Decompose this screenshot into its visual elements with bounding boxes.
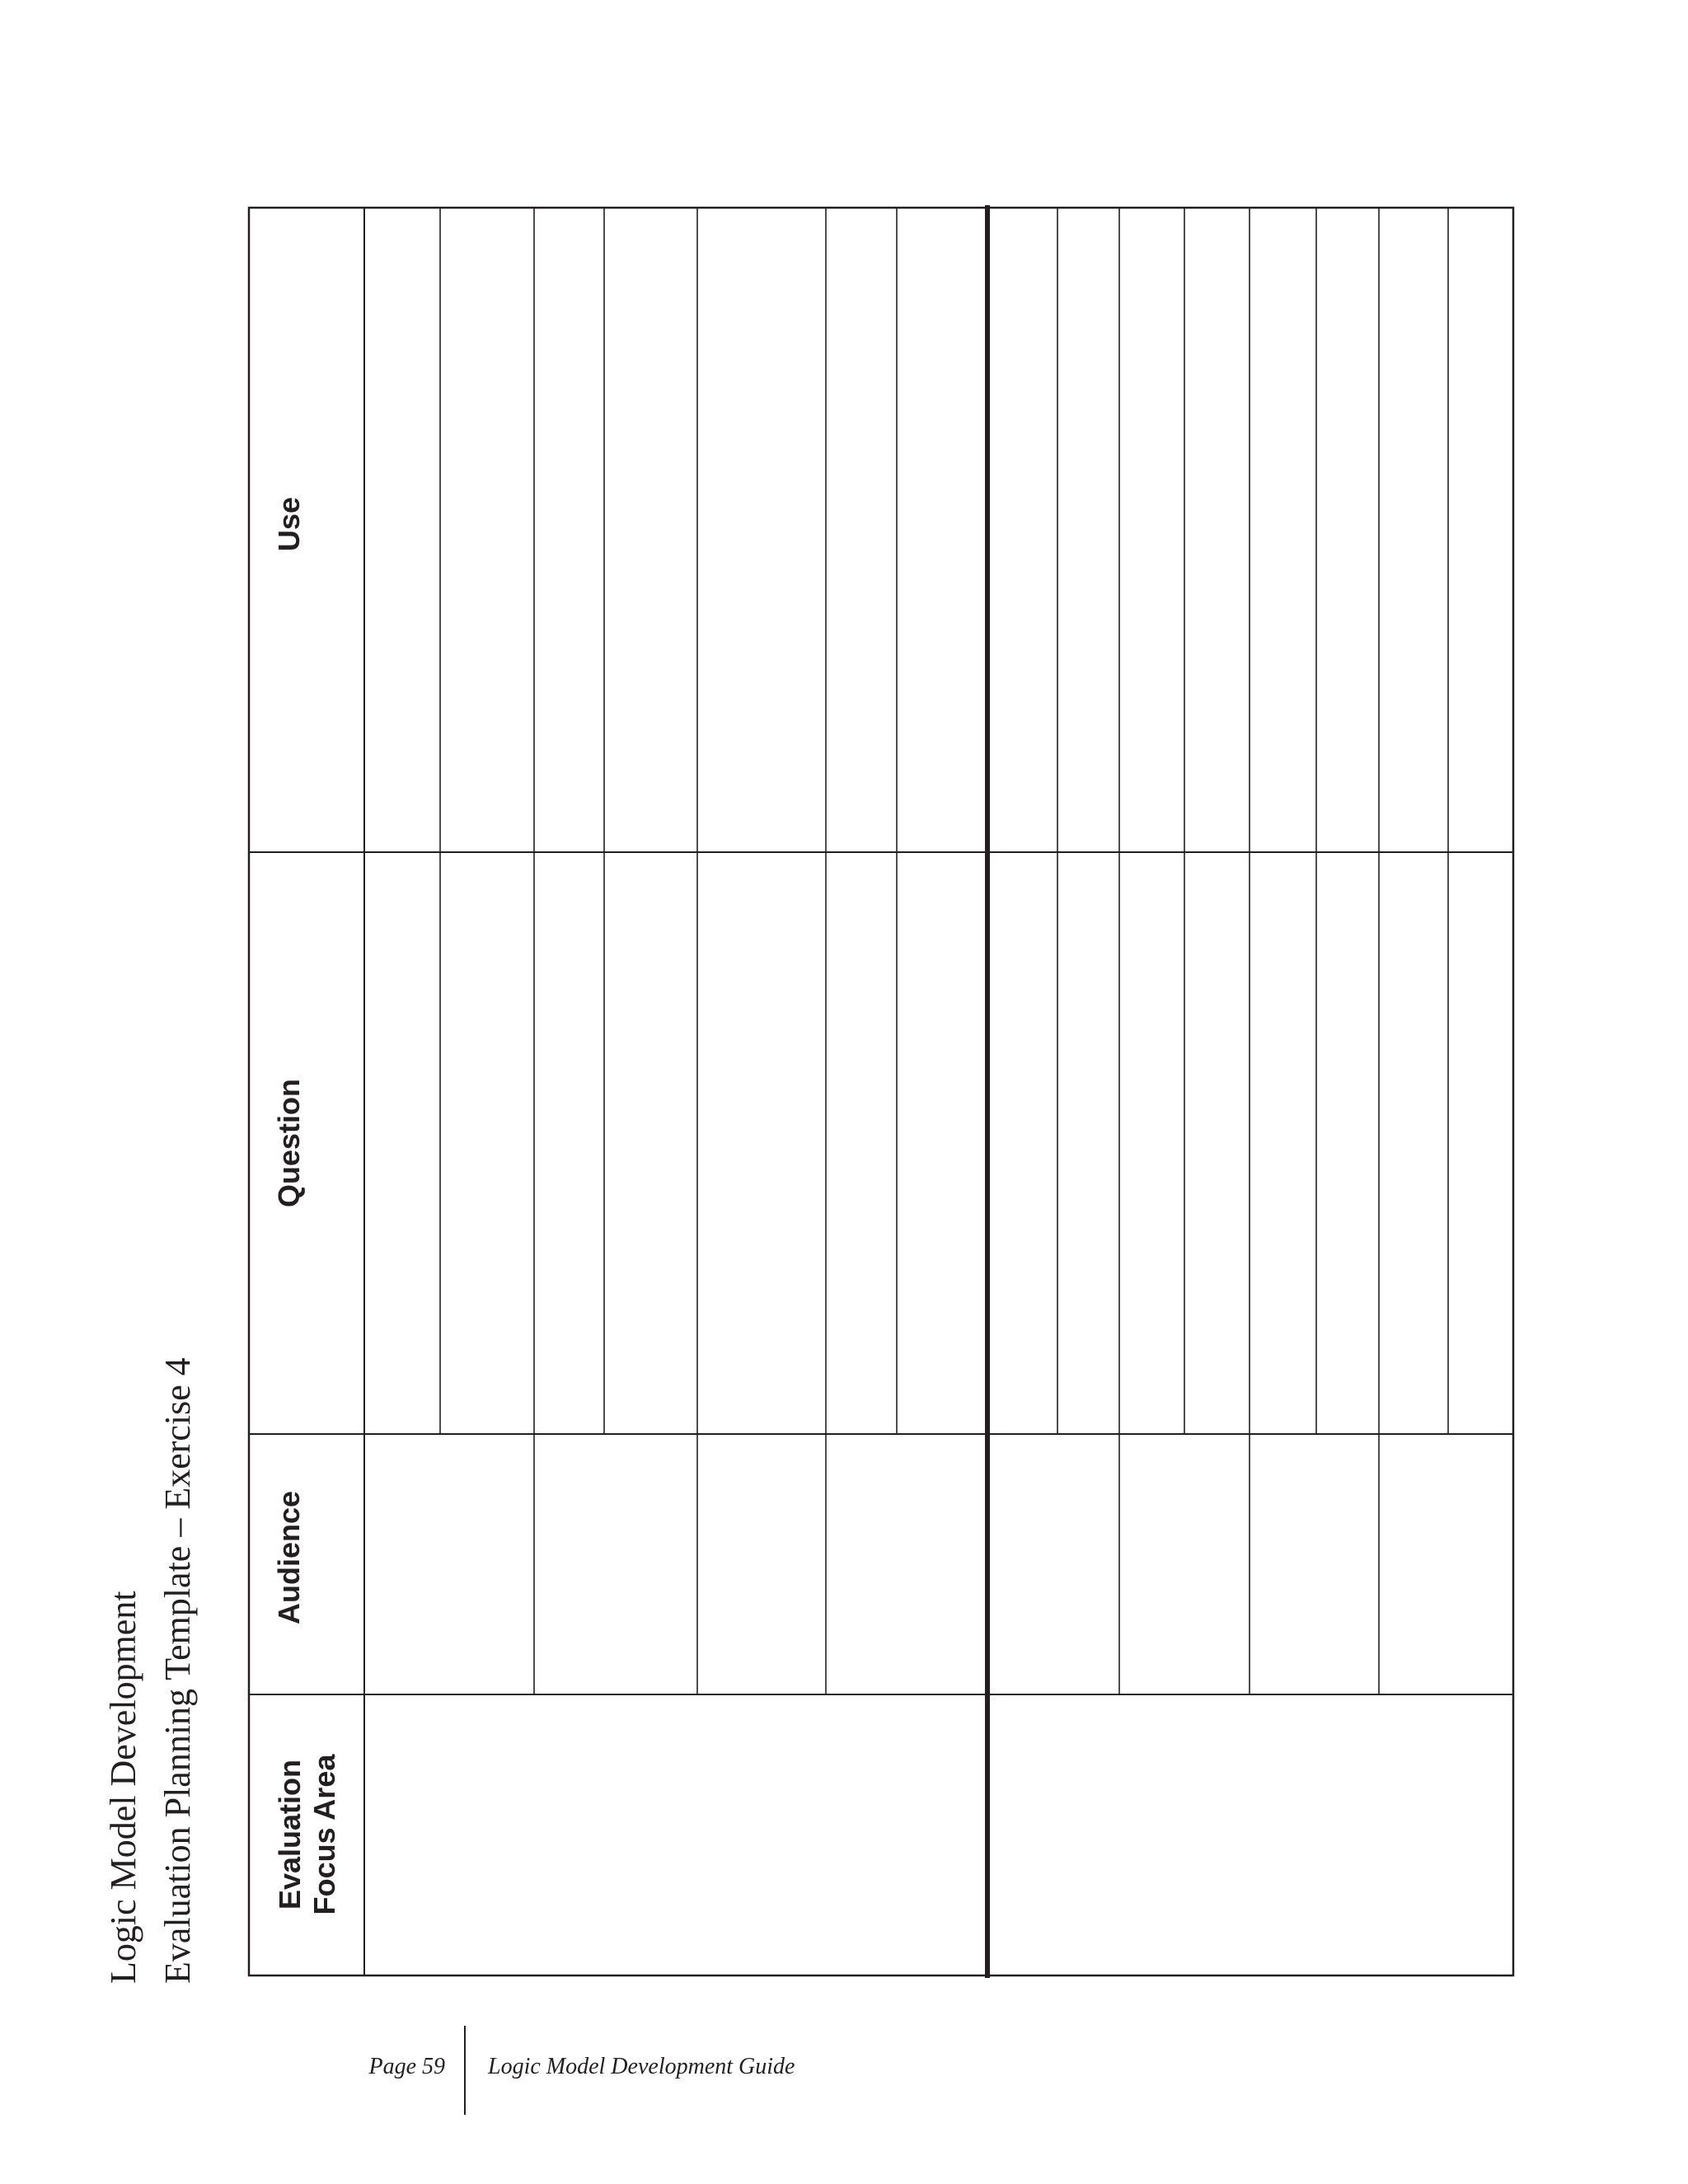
header-audience: Audience [271, 1490, 306, 1625]
header-use: Use [271, 496, 306, 552]
guide-title: Logic Model Development Guide [488, 2054, 795, 2079]
header-focus-area [273, 1755, 342, 1915]
header-question: Question [271, 1078, 306, 1208]
footer-divider [464, 2026, 466, 2115]
page-number: Page 59 [368, 2054, 445, 2079]
document-title: Logic Model Development [103, 1591, 143, 1984]
header-focus-area-line-2: Focus Area [307, 1754, 341, 1915]
header-focus-area-line-1: Evaluation [272, 1759, 307, 1910]
document-subtitle: Evaluation Planning Template – Exercise 4 [157, 1357, 198, 1984]
table-border [249, 208, 1513, 1975]
